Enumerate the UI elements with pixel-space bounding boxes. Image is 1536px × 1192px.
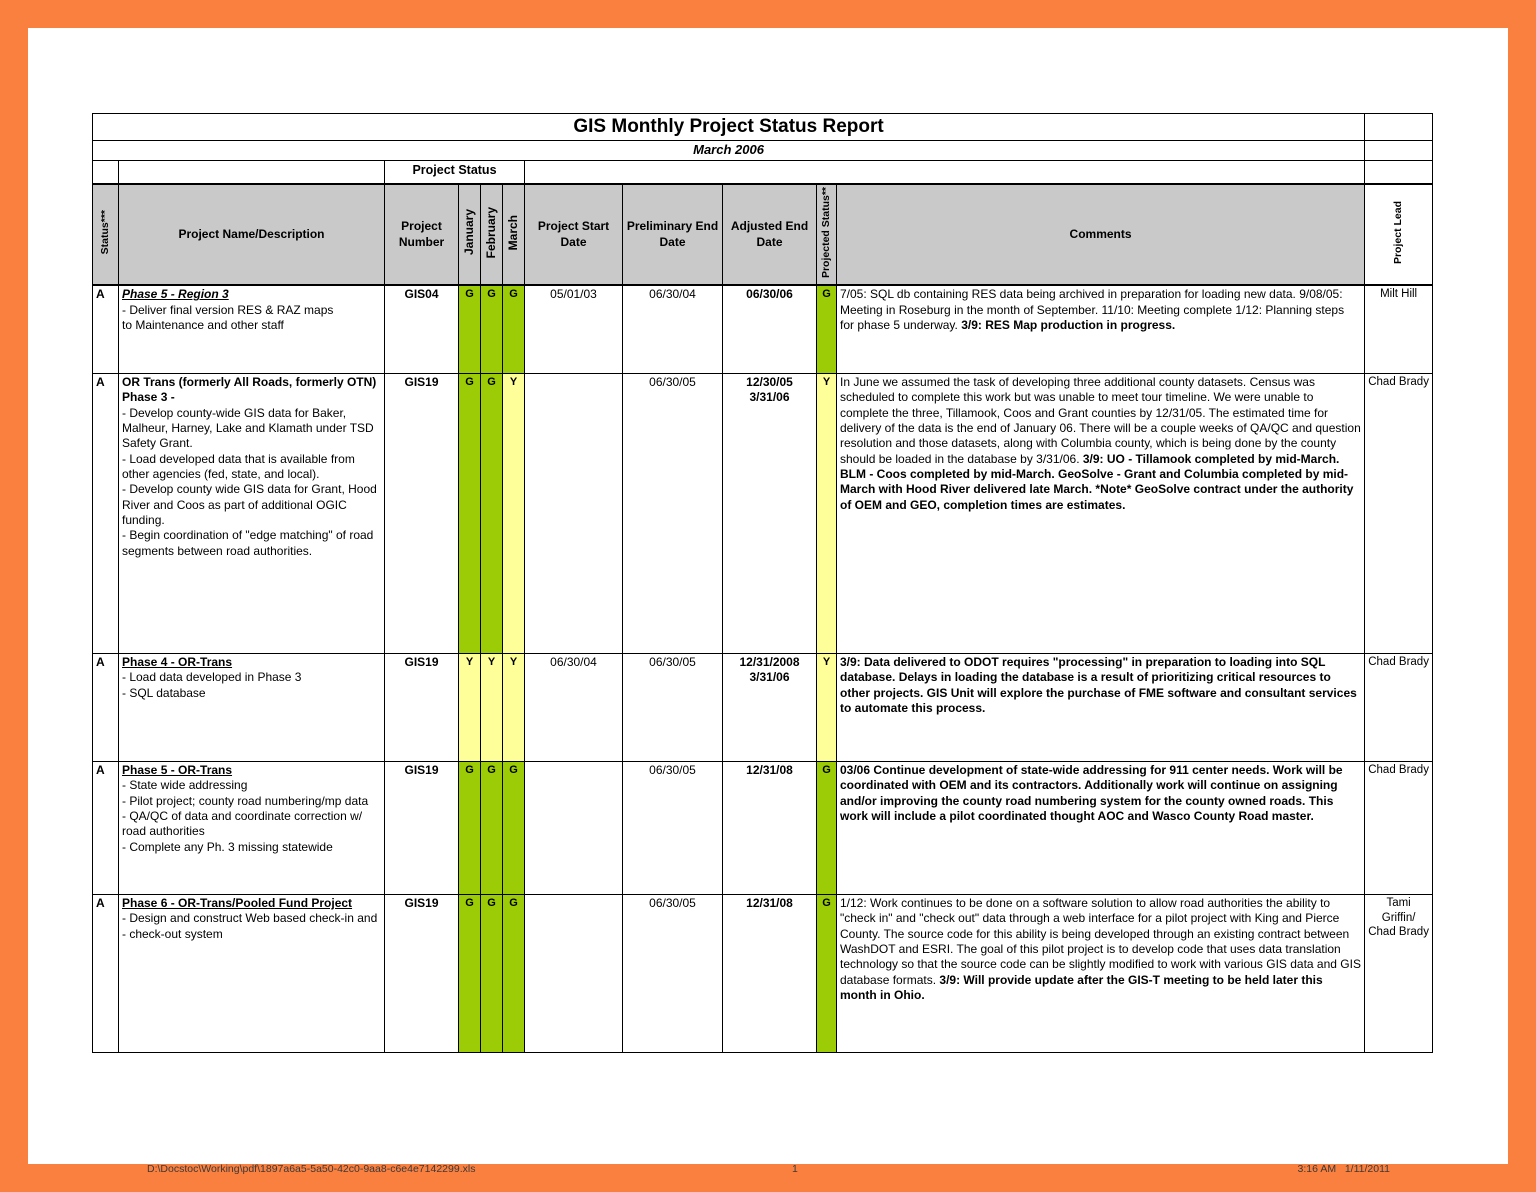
- cell-project-lead: Chad Brady: [1365, 761, 1433, 894]
- cell-adjusted-end-date: [723, 373, 817, 653]
- cell-project-name: [119, 653, 385, 761]
- project-desc-line: - State wide addressing: [122, 778, 248, 793]
- adjusted-end-date-primary: 06/30/06: [746, 287, 793, 302]
- comments-plain: 1/12: Work continues to be done on a software solution to allow road authorities the ability to "check in" and "check out" data through a web interface for a pilot project with King and Pierce County. The source code for this ability is being developed through an existing contract between WashDOT and ESRI. The goal of this pilot project is to develop code that uses data translation technology so that the source code can be slightly modified to work with various GIS data and GIS database formats.: [840, 895, 1361, 987]
- footer-time: 3:16 AM: [1297, 1163, 1337, 1175]
- col-header-project-number: Project Number: [385, 184, 459, 285]
- col-header-status-label: Status***: [98, 210, 111, 255]
- comments-bold: 3/9: Will provide update after the GIS-T meeting to be held later this month in Ohio.: [840, 972, 1323, 1002]
- cell-january-status: G: [459, 894, 481, 1052]
- cell-status: A: [93, 285, 119, 373]
- col-header-march: [503, 184, 525, 285]
- project-desc-line: - Complete any Ph. 3 missing statewide: [122, 839, 333, 854]
- project-desc-line: - QA/QC of data and coordinate correction w/ road authorities: [122, 808, 363, 839]
- col-header-projected-status-label: Projected Status**: [819, 186, 832, 278]
- report-period: March 2006: [93, 141, 1365, 161]
- col-header-preliminary-end-date: Preliminary End Date: [623, 184, 723, 285]
- cell-january-status: Y: [459, 653, 481, 761]
- cell-status: A: [93, 653, 119, 761]
- table-row[interactable]: [93, 761, 1433, 894]
- group-blank-right: [525, 160, 1365, 184]
- cell-start-date: [525, 894, 623, 1052]
- comments-plain: 7/05: SQL db containing RES data being archived in preparation for loading new data. 9/08/05: Meeting in Roseburg in the month of September. 11/10: Meeting complete 1/12: Planning steps for phase 5 underway.: [840, 287, 1345, 333]
- cell-projected-status: Y: [817, 653, 837, 761]
- project-desc-line: - check-out system: [122, 926, 223, 941]
- adjusted-end-date-primary: 12/31/08: [746, 895, 793, 910]
- adjusted-end-date-secondary: 3/31/06: [749, 670, 790, 685]
- table-row[interactable]: [93, 894, 1433, 1052]
- project-desc-line: - Develop county wide GIS data for Grant, Hood River and Coos as part of additional OGIC funding.: [122, 482, 377, 528]
- project-title: Phase 4 - OR-Trans: [122, 654, 233, 669]
- comments-bold: 3/9: RES Map production in progress.: [961, 318, 1176, 333]
- cell-project-name: [119, 894, 385, 1052]
- col-header-february: [481, 184, 503, 285]
- cell-comments: [837, 761, 1365, 894]
- group-blank-name: [119, 160, 385, 184]
- adjusted-end-date-primary: 12/30/05: [746, 374, 793, 389]
- project-title: Phase 5 - Region 3: [122, 287, 229, 302]
- cell-project-number: GIS19: [385, 894, 459, 1052]
- cell-march-status: Y: [503, 373, 525, 653]
- cell-project-name: [119, 761, 385, 894]
- cell-start-date: 05/01/03: [525, 285, 623, 373]
- cell-march-status: Y: [503, 653, 525, 761]
- group-row-spacer: [1365, 160, 1433, 184]
- group-header-row: [93, 160, 1433, 184]
- cell-project-name: [119, 373, 385, 653]
- cell-march-status: G: [503, 894, 525, 1052]
- project-desc-line: - SQL database: [122, 685, 206, 700]
- col-header-projected-status: [817, 184, 837, 285]
- cell-project-lead: Milt Hill: [1365, 285, 1433, 373]
- cell-adjusted-end-date: [723, 894, 817, 1052]
- project-desc-line: - Load developed data that is available from other agencies (fed, state, and local).: [122, 451, 355, 481]
- subtitle-row-spacer: [1365, 141, 1433, 161]
- col-header-february-label: February: [483, 206, 498, 259]
- comments-bold: 3/9: UO - Tillamook completed by mid-March. BLM - Coos completed by mid-March. GeoSolve - Grant and Columbia completed by mid-March with Hood River delivered late March. *Note* GeoSolve contract under the authority of OEM and GEO, completion times are estimates.: [840, 451, 1354, 512]
- project-desc-line: - Develop county-wide GIS data for Baker, Malheur, Harney, Lake and Klamath under TSD Safety Grant.: [122, 405, 374, 451]
- table-row[interactable]: [93, 373, 1433, 653]
- adjusted-end-date-secondary: 3/31/06: [749, 390, 790, 405]
- cell-status: A: [93, 894, 119, 1052]
- group-label-project-status: Project Status: [385, 160, 525, 184]
- cell-start-date: [525, 373, 623, 653]
- table-row[interactable]: [93, 285, 1433, 373]
- cell-adjusted-end-date: [723, 285, 817, 373]
- adjusted-end-date-primary: 12/31/08: [746, 762, 793, 777]
- cell-adjusted-end-date: [723, 653, 817, 761]
- cell-projected-status: Y: [817, 373, 837, 653]
- cell-project-name: [119, 285, 385, 373]
- cell-january-status: G: [459, 285, 481, 373]
- cell-project-number: GIS04: [385, 285, 459, 373]
- cell-comments: [837, 285, 1365, 373]
- cell-prelim-end-date: 06/30/05: [623, 894, 723, 1052]
- group-blank-status: [93, 160, 119, 184]
- cell-prelim-end-date: 06/30/04: [623, 285, 723, 373]
- cell-project-lead: Chad Brady: [1365, 373, 1433, 653]
- table-row[interactable]: [93, 653, 1433, 761]
- spreadsheet-sheet: [64, 85, 1472, 1155]
- project-subtitle: Phase 3 -: [122, 390, 175, 405]
- project-desc-line: - Design and construct Web based check-in and: [122, 911, 378, 926]
- cell-status: A: [93, 761, 119, 894]
- cell-prelim-end-date: 06/30/05: [623, 373, 723, 653]
- comments-bold: 3/9: Data delivered to ODOT requires "processing" in preparation to loading into SQL database. Delays in loading the database is a result of prioritizing critical resources to other projects. GIS Unit will explore the purchase of FME software and consultant services to automate this process.: [840, 654, 1357, 715]
- cell-february-status: G: [481, 373, 503, 653]
- cell-projected-status: G: [817, 894, 837, 1052]
- cell-project-lead: Chad Brady: [1365, 653, 1433, 761]
- adjusted-end-date-primary: 12/31/2008: [739, 654, 800, 669]
- project-desc-line: - Pilot project; county road numbering/mp data: [122, 793, 369, 808]
- cell-project-lead: Tami Griffin/ Chad Brady: [1365, 894, 1433, 1052]
- project-title: Phase 5 - OR-Trans: [122, 762, 233, 777]
- project-desc-line: - Begin coordination of "edge matching" of road segments between road authorities.: [122, 528, 374, 558]
- cell-project-number: GIS19: [385, 373, 459, 653]
- cell-january-status: G: [459, 761, 481, 894]
- cell-prelim-end-date: 06/30/05: [623, 653, 723, 761]
- comments-plain: In June we assumed the task of developing three additional county datasets. Census was scheduled to complete this work but was unable to meet tour timeline. We were unable to complete the three, Tillamook, Coos and Grant counties by 12/31/05. The estimated time for delivery of the data is the end of January 06. There will be a couple weeks of QA/QC and question resolution and those datasets, along with Columbia county, which is being done by the county should be loaded in the database by 3/31/06.: [840, 374, 1361, 466]
- project-desc-line: - Deliver final version RES & RAZ maps: [122, 302, 334, 317]
- col-header-march-label: March: [505, 214, 520, 251]
- cell-comments: [837, 894, 1365, 1052]
- cell-prelim-end-date: 06/30/05: [623, 761, 723, 894]
- column-header-row: [93, 184, 1433, 285]
- col-header-project-start-date: Project Start Date: [525, 184, 623, 285]
- cell-project-number: GIS19: [385, 653, 459, 761]
- cell-comments: [837, 373, 1365, 653]
- cell-march-status: G: [503, 285, 525, 373]
- page-title: GIS Monthly Project Status Report: [93, 114, 1365, 141]
- col-header-project-lead-label: Project Lead: [1392, 200, 1405, 264]
- col-header-january: [459, 184, 481, 285]
- col-header-january-label: January: [461, 209, 476, 256]
- cell-start-date: 06/30/04: [525, 653, 623, 761]
- cell-march-status: G: [503, 761, 525, 894]
- cell-projected-status: G: [817, 285, 837, 373]
- title-row: [93, 114, 1433, 141]
- project-status-table: [92, 113, 1433, 1053]
- cell-february-status: G: [481, 761, 503, 894]
- cell-adjusted-end-date: [723, 761, 817, 894]
- cell-projected-status: G: [817, 761, 837, 894]
- comments-bold: 03/06 Continue development of state-wide addressing for 911 center needs. Work will be coordinated with OEM and its contractors. Additionally work will continue on assigning and/or improving the county road numbering system for the county owned roads. This work will include a pilot coordinated thought AOC and Wasco County Road master.: [840, 762, 1343, 823]
- project-title: OR Trans (formerly All Roads, formerly OTN): [122, 374, 377, 389]
- title-row-spacer: [1365, 114, 1433, 141]
- col-header-project-lead: [1365, 184, 1433, 285]
- subtitle-row: [93, 141, 1433, 161]
- footer-date: 1/11/2011: [1344, 1163, 1390, 1175]
- cell-january-status: G: [459, 373, 481, 653]
- page-footer: [64, 1163, 1472, 1185]
- cell-status: A: [93, 373, 119, 653]
- footer-file-path: D:\Docstoc\Working\pdf\1897a6a5-5a50-42c0-9aa8-c6e4e7142299.xls: [147, 1163, 476, 1175]
- col-header-adjusted-end-date: Adjusted End Date: [723, 184, 817, 285]
- project-desc-line: - Load data developed in Phase 3: [122, 670, 302, 685]
- footer-timestamp: [1298, 1163, 1390, 1175]
- col-header-status: [93, 184, 119, 285]
- cell-february-status: G: [481, 894, 503, 1052]
- cell-project-number: GIS19: [385, 761, 459, 894]
- col-header-project-name: Project Name/Description: [119, 184, 385, 285]
- cell-comments: [837, 653, 1365, 761]
- footer-page-number: 1: [792, 1163, 798, 1175]
- cell-february-status: Y: [481, 653, 503, 761]
- cell-start-date: [525, 761, 623, 894]
- project-title: Phase 6 - OR-Trans/Pooled Fund Project: [122, 895, 353, 910]
- col-header-comments: Comments: [837, 184, 1365, 285]
- cell-february-status: G: [481, 285, 503, 373]
- project-desc-line: to Maintenance and other staff: [122, 318, 284, 333]
